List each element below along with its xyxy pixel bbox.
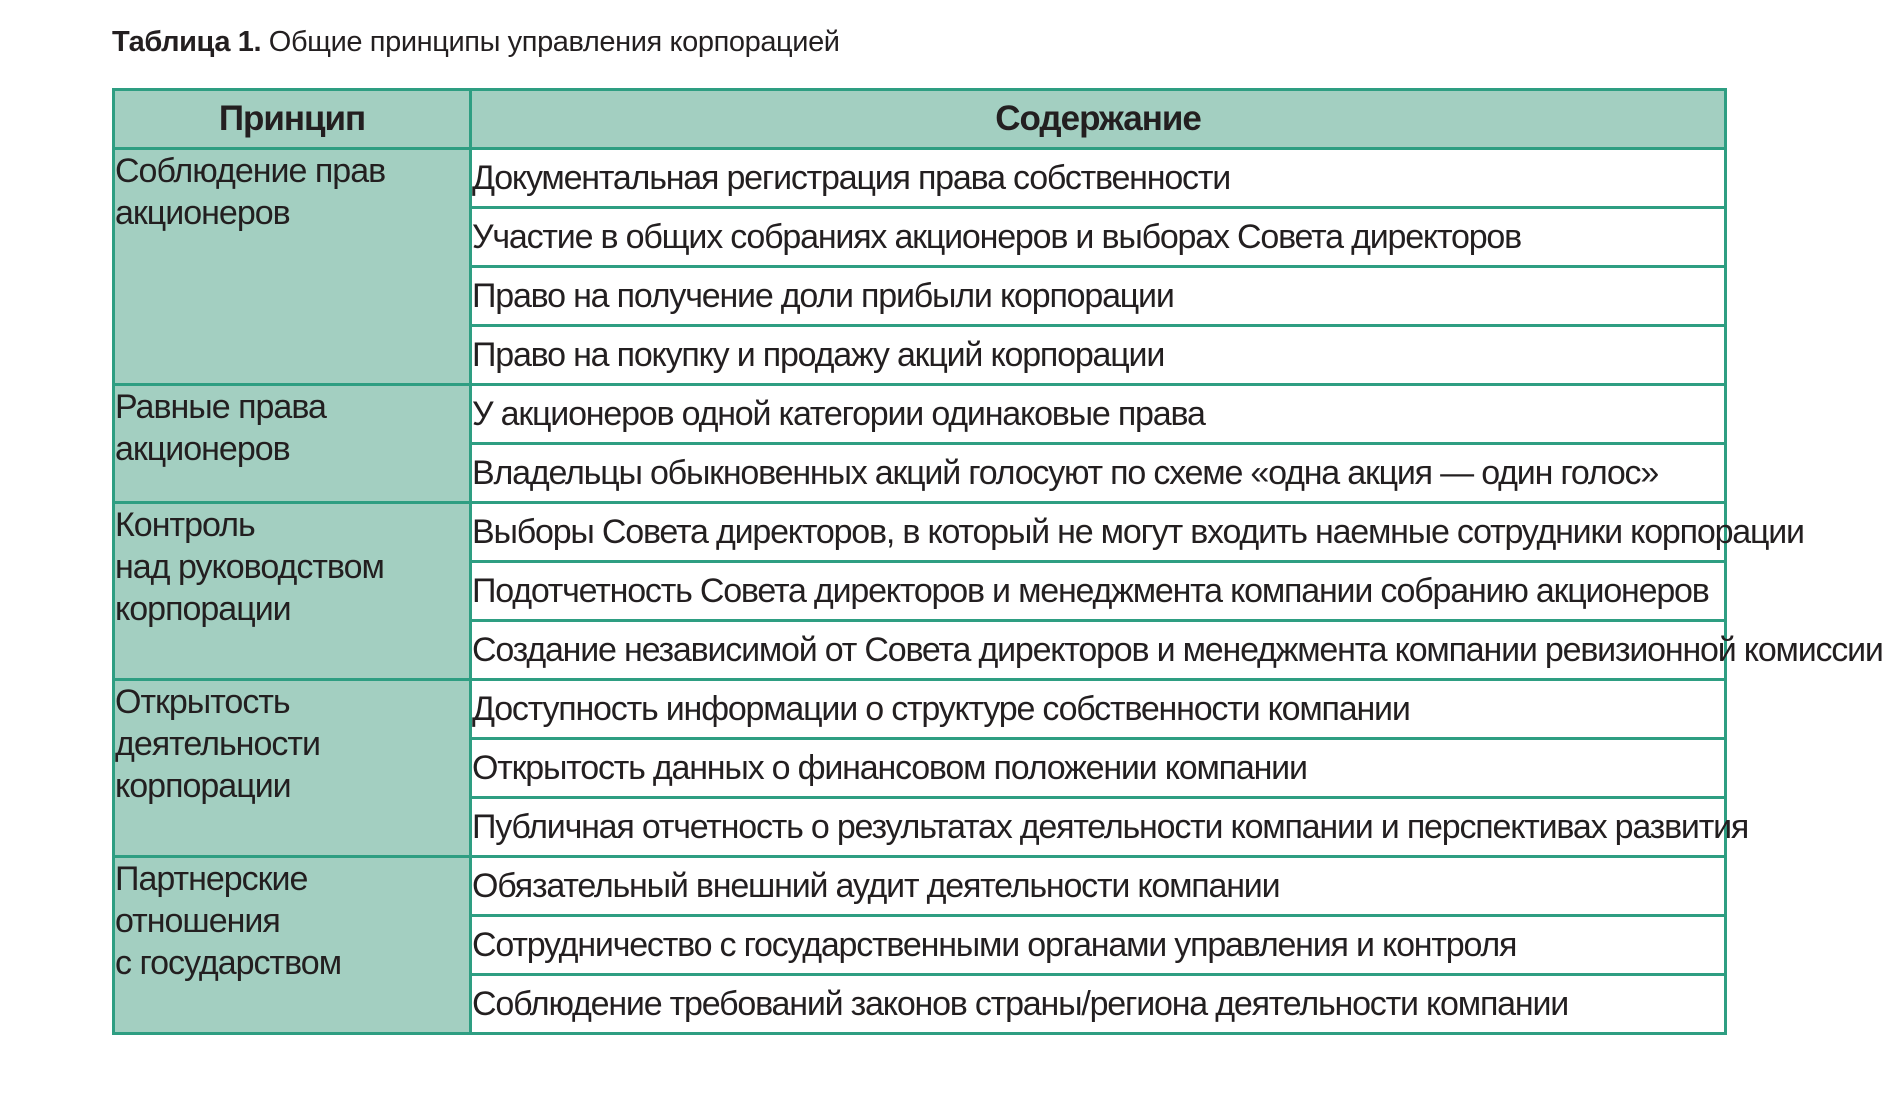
table-row — [114, 149, 1726, 208]
content-cell: Документальная регистрация права собственности — [471, 149, 1726, 208]
content-cell: Обязательный внешний аудит деятельности компании — [471, 857, 1726, 916]
content-cell: Сотрудничество с государственными органами управления и контроля — [471, 916, 1726, 975]
content-cell: Создание независимой от Совета директоров и менеджмента компании ревизионной комиссии — [471, 621, 1726, 680]
header-row — [114, 90, 1726, 149]
principle-cell: Открытость деятельности корпорации — [114, 680, 471, 857]
header-principle: Принцип — [114, 90, 471, 149]
principles-table — [112, 88, 1883, 1035]
table-row — [114, 503, 1726, 562]
content-cell: Публичная отчетность о результатах деятельности компании и перспективах развития — [471, 798, 1726, 857]
content-cell: Открытость данных о финансовом положении компании — [471, 739, 1726, 798]
caption-label: Таблица 1. — [112, 26, 262, 58]
header-content: Содержание — [471, 90, 1726, 149]
table-body — [114, 149, 1883, 1034]
principle-cell: Партнерские отношения с государством — [114, 857, 471, 1034]
table-caption — [112, 26, 840, 59]
principle-cell: Контроль над руководством корпорации — [114, 503, 471, 680]
table-row — [114, 385, 1726, 444]
content-cell: Право на получение доли прибыли корпорации — [471, 267, 1726, 326]
principle-cell: Соблюдение прав акционеров — [114, 149, 471, 385]
table-row — [114, 857, 1726, 916]
content-cell: Участие в общих собраниях акционеров и выборах Совета директоров — [471, 208, 1726, 267]
content-cell: Выборы Совета директоров, в который не могут входить наемные сотрудники корпорации — [471, 503, 1726, 562]
caption-text: Общие принципы управления корпорацией — [268, 26, 840, 58]
content-cell: Подотчетность Совета директоров и менеджмента компании собранию акционеров — [471, 562, 1726, 621]
content-cell: Владельцы обыкновенных акций голосуют по схеме «одна акция — один голос» — [471, 444, 1726, 503]
content-cell: Право на покупку и продажу акций корпорации — [471, 326, 1726, 385]
content-cell: Соблюдение требований законов страны/региона деятельности компании — [471, 975, 1726, 1034]
content-cell: Доступность информации о структуре собственности компании — [471, 680, 1726, 739]
table-row — [114, 680, 1726, 739]
principle-cell: Равные права акционеров — [114, 385, 471, 503]
content-cell: У акционеров одной категории одинаковые права — [471, 385, 1726, 444]
